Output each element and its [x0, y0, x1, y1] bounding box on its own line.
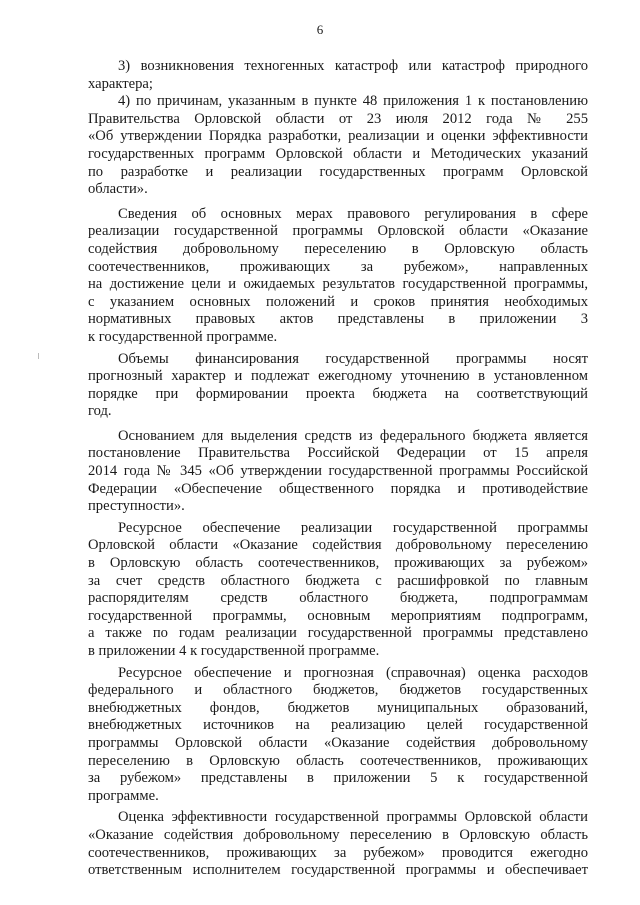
paragraph-line: за счет средств областного бюджета с расшифровкой по главным — [88, 572, 588, 589]
paragraph-line: преступности». — [88, 498, 185, 515]
paragraph-line: 2014 года № 345 «Об утверждении государственной программы Российской — [88, 463, 588, 480]
paragraph-line: переселению в Орловскую область соотечественников, проживающих — [88, 752, 588, 769]
paragraph-line: Федерации «Обеспечение общественного порядка и противодействие — [88, 480, 588, 497]
paragraph-line: соотечественников, проживающих за рубежом» проводится ежегодно — [88, 844, 588, 861]
paragraph-line: внебюджетных источников на реализацию целей государственной — [88, 717, 588, 734]
paragraph-line: государственных программ Орловской области и Методических указаний — [88, 145, 588, 162]
paragraph-line: внебюджетных фондов, бюджетов муниципальных образований, — [88, 699, 588, 716]
paragraph-line: с указанием основных положений и сроков принятия необходимых — [88, 293, 588, 310]
paragraph-line: программе. — [88, 787, 159, 804]
paragraph-financing-volumes: Объемы финансирования государственной программы носят — [118, 350, 588, 367]
paragraph-line: федерального и областного бюджетов, бюджетов государственных — [88, 682, 588, 699]
document-body — [88, 58, 588, 880]
paragraph-line: за рубежом» представлены в приложении 5 к государственной — [88, 770, 588, 787]
paragraph-line: по разработке и реализации государственных программ Орловской — [88, 163, 588, 180]
paragraph-line: области». — [88, 181, 148, 198]
paragraph-legal-measures: Сведения об основных мерах правового регулирования в сфере — [118, 205, 588, 222]
paragraph-forecast-estimate: Ресурсное обеспечение и прогнозная (справочная) оценка расходов — [118, 664, 588, 681]
paragraph-line: в приложении 4 к государственной программе. — [88, 643, 380, 659]
paragraph-line: «Оказание содействия добровольному переселению в Орловскую область — [88, 826, 588, 843]
paragraph-line: нормативных правовых актов представлены в приложении 3 — [88, 311, 588, 328]
paragraph-line: на достижение цели и ожидаемых результатов государственной программы, — [88, 276, 588, 293]
paragraph-line: распорядителям средств областного бюджета, подпрограммам — [88, 590, 588, 607]
paragraph-line: в Орловскую область соотечественников, проживающих за рубежом» — [88, 555, 588, 572]
paragraph-efficiency-evaluation: Оценка эффективности государственной программы Орловской области — [118, 809, 588, 826]
paragraph-emergency-reasons: 3) возникновения техногенных катастроф или катастроф природного — [118, 58, 588, 74]
paragraph-line: постановление Правительства Российской Федерации от 15 апреля — [88, 445, 588, 462]
paragraph-regional-resources: Ресурсное обеспечение реализации государственной программы — [118, 519, 588, 536]
page-number: 6 — [316, 22, 324, 37]
paragraph-line: ответственным исполнителем государственной программы и обеспечивает — [88, 862, 588, 879]
paragraph-line: соотечественников, проживающих за рубежом», направленных — [88, 258, 588, 275]
paragraph-other-reasons: 4) по причинам, указанным в пункте 48 приложения 1 к постановлению — [118, 93, 588, 110]
paragraph-line: год. — [88, 403, 112, 420]
paragraph-line: государственной программы, основным мероприятиям подпрограмм, — [88, 607, 588, 624]
paragraph-line: прогнозный характер и подлежат ежегодному уточнению в установленном — [88, 368, 588, 385]
margin-mark — [38, 353, 39, 359]
paragraph-line: содействия добровольному переселению в Орловскую область — [88, 240, 588, 257]
paragraph-line: к государственной программе. — [88, 328, 278, 345]
paragraph-line: Правительства Орловской области от 23 июля 2012 года № 255 — [88, 110, 588, 127]
paragraph-line: «Об утверждении Порядка разработки, реализации и оценки эффективности — [88, 128, 588, 145]
paragraph-line: порядке при формировании проекта бюджета на соответствующий — [88, 385, 588, 402]
paragraph-line: а также по годам реализации государственной программы представлено — [88, 625, 588, 642]
paragraph-federal-basis: Основанием для выделения средств из федерального бюджета является — [118, 427, 588, 444]
paragraph-emergency-reasons-cont: характера; — [88, 75, 153, 92]
paragraph-line: программы Орловской области «Оказание содействия добровольному — [88, 734, 588, 751]
paragraph-line: реализации государственной программы Орловской области «Оказание — [88, 223, 588, 240]
paragraph-line: Орловской области «Оказание содействия добровольному переселению — [88, 537, 588, 554]
